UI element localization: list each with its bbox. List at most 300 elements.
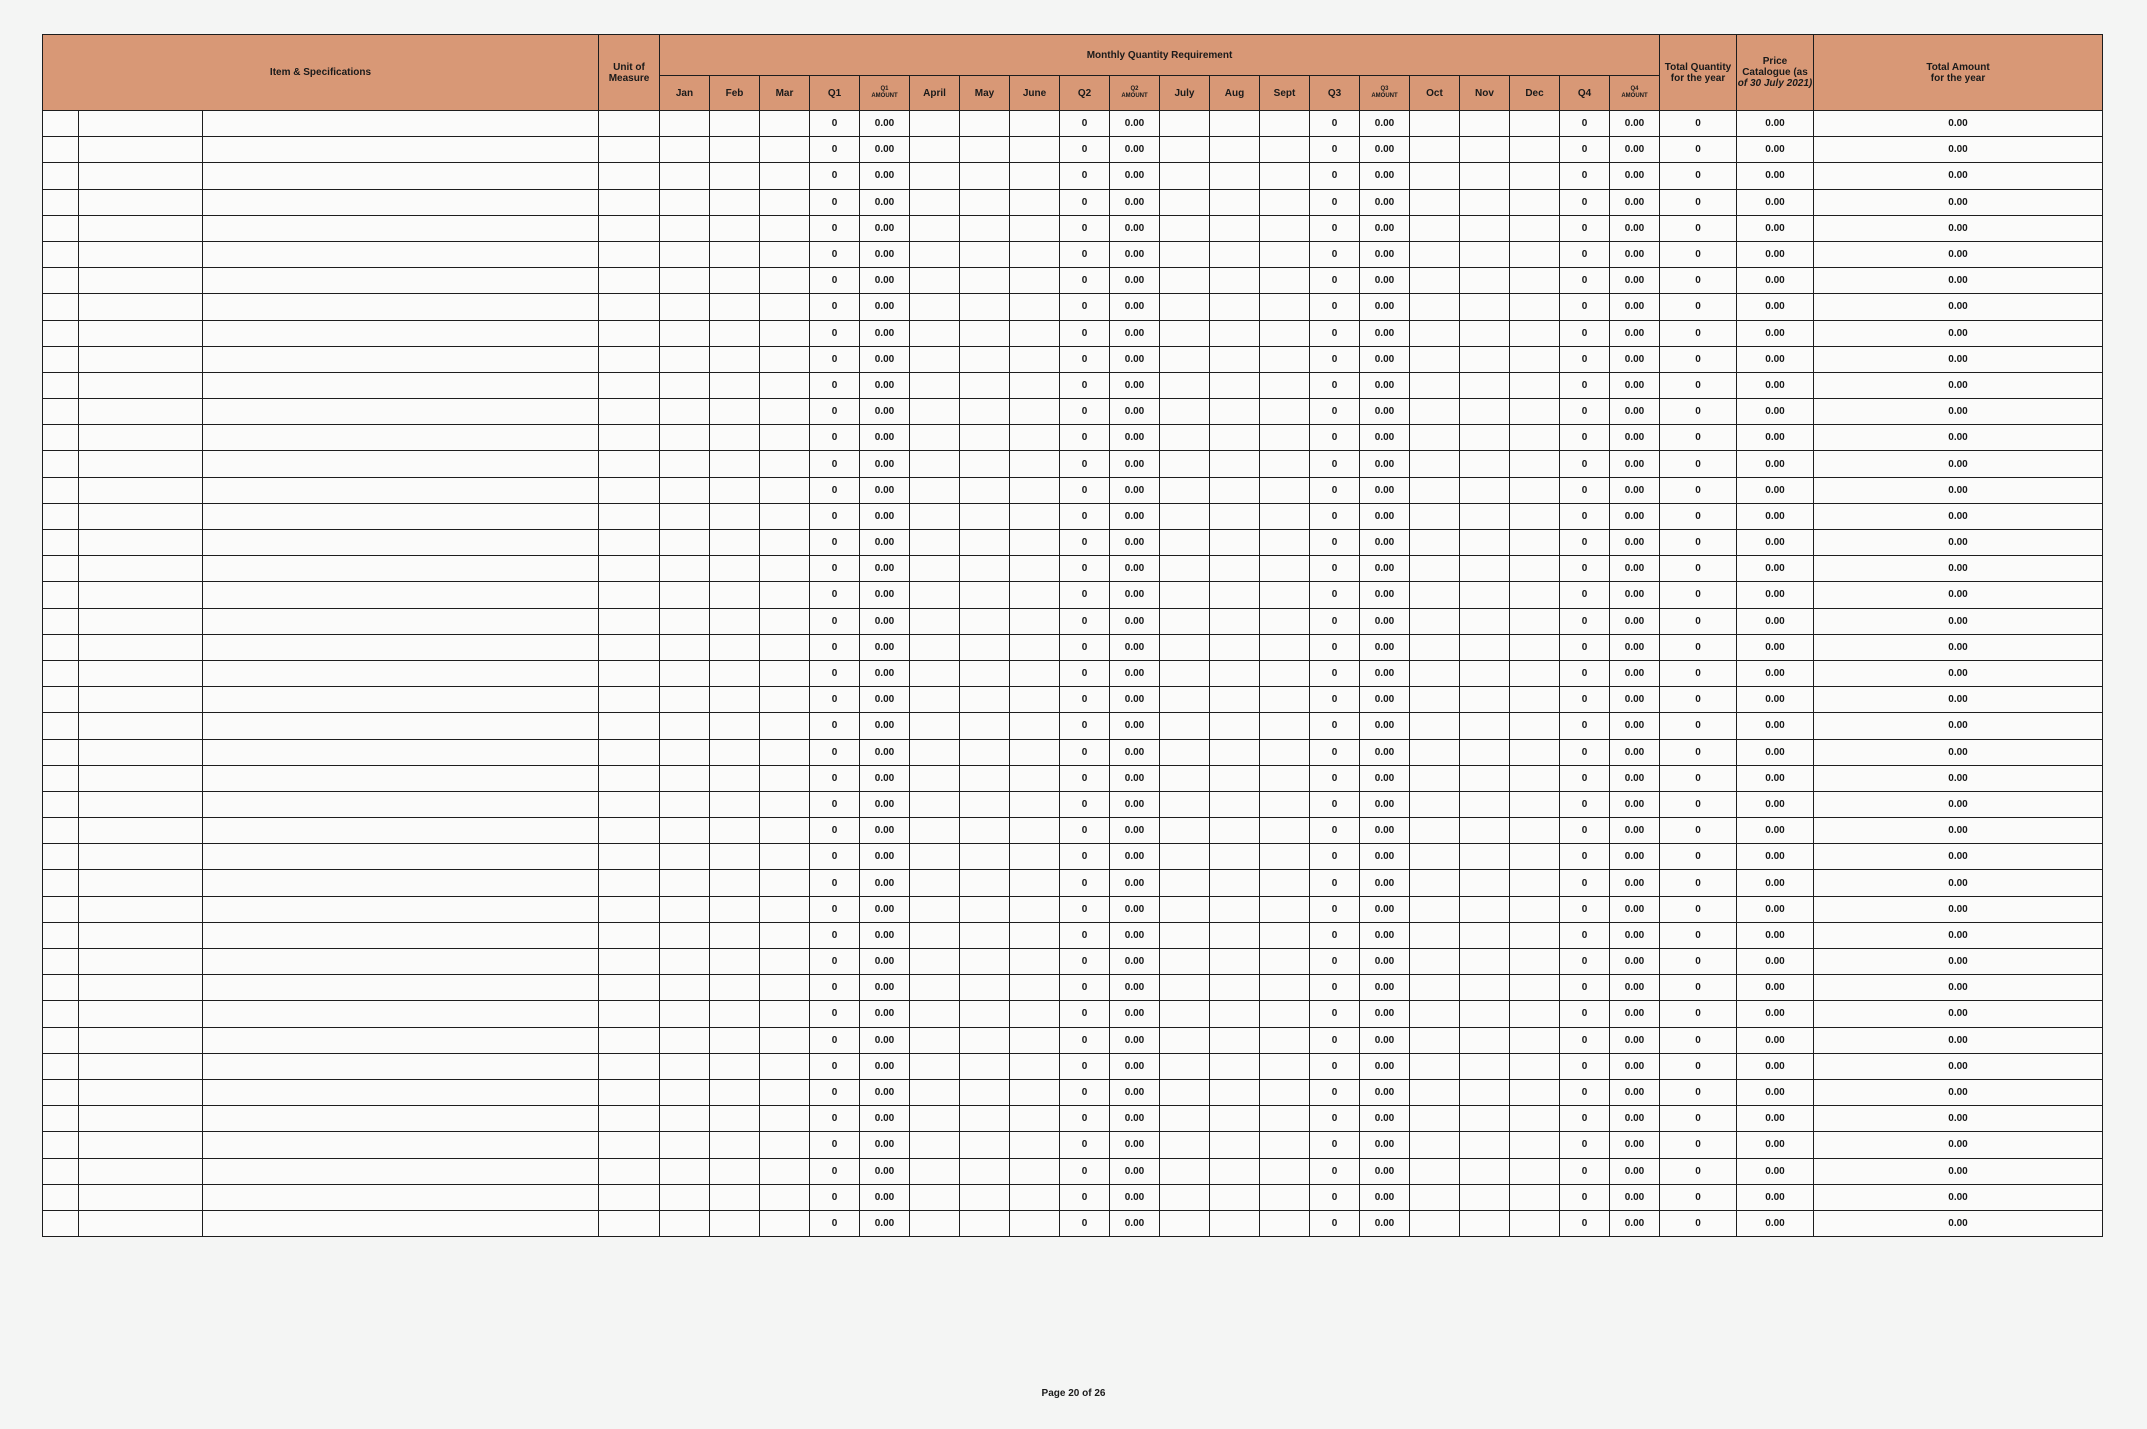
num-cell[interactable]	[43, 896, 79, 922]
jan-cell[interactable]	[660, 1106, 710, 1132]
q4-amount-cell[interactable]: 0.00	[1610, 1158, 1660, 1184]
jul-cell[interactable]	[1160, 163, 1210, 189]
q2-amount-cell[interactable]: 0.00	[1110, 713, 1160, 739]
may-cell[interactable]	[960, 582, 1010, 608]
jan-cell[interactable]	[660, 1158, 710, 1184]
oct-cell[interactable]	[1410, 451, 1460, 477]
sep-cell[interactable]	[1260, 556, 1310, 582]
dec-cell[interactable]	[1510, 268, 1560, 294]
spec-cell[interactable]	[203, 399, 599, 425]
nov-cell[interactable]	[1460, 241, 1510, 267]
nov-cell[interactable]	[1460, 294, 1510, 320]
jul-cell[interactable]	[1160, 137, 1210, 163]
spec-cell[interactable]	[203, 1027, 599, 1053]
feb-cell[interactable]	[710, 477, 760, 503]
oct-cell[interactable]	[1410, 1027, 1460, 1053]
q1-amount-cell[interactable]: 0.00	[860, 215, 910, 241]
dec-cell[interactable]	[1510, 1158, 1560, 1184]
total-qty-cell[interactable]: 0	[1660, 870, 1737, 896]
total-qty-cell[interactable]: 0	[1660, 739, 1737, 765]
jan-cell[interactable]	[660, 1210, 710, 1236]
aug-cell[interactable]	[1210, 1001, 1260, 1027]
oct-cell[interactable]	[1410, 399, 1460, 425]
q1-amount-cell[interactable]: 0.00	[860, 111, 910, 137]
q2-qty-cell[interactable]: 0	[1060, 530, 1110, 556]
num-cell[interactable]	[43, 1053, 79, 1079]
jan-cell[interactable]	[660, 1132, 710, 1158]
feb-cell[interactable]	[710, 1184, 760, 1210]
jan-cell[interactable]	[660, 399, 710, 425]
aug-cell[interactable]	[1210, 111, 1260, 137]
q3-amount-cell[interactable]: 0.00	[1360, 399, 1410, 425]
mar-cell[interactable]	[760, 1079, 810, 1105]
q4-amount-cell[interactable]: 0.00	[1610, 1184, 1660, 1210]
mar-cell[interactable]	[760, 975, 810, 1001]
sep-cell[interactable]	[1260, 372, 1310, 398]
q2-amount-cell[interactable]: 0.00	[1110, 1053, 1160, 1079]
q4-amount-cell[interactable]: 0.00	[1610, 870, 1660, 896]
num-cell[interactable]	[43, 477, 79, 503]
mar-cell[interactable]	[760, 268, 810, 294]
apr-cell[interactable]	[910, 791, 960, 817]
code-cell[interactable]	[79, 922, 203, 948]
nov-cell[interactable]	[1460, 739, 1510, 765]
q3-amount-cell[interactable]: 0.00	[1360, 582, 1410, 608]
mar-cell[interactable]	[760, 582, 810, 608]
oct-cell[interactable]	[1410, 372, 1460, 398]
price-cell[interactable]: 0.00	[1737, 791, 1814, 817]
feb-cell[interactable]	[710, 634, 760, 660]
q2-qty-cell[interactable]: 0	[1060, 189, 1110, 215]
feb-cell[interactable]	[710, 582, 760, 608]
mar-cell[interactable]	[760, 713, 810, 739]
num-cell[interactable]	[43, 241, 79, 267]
oct-cell[interactable]	[1410, 111, 1460, 137]
aug-cell[interactable]	[1210, 1027, 1260, 1053]
num-cell[interactable]	[43, 1106, 79, 1132]
total-qty-cell[interactable]: 0	[1660, 687, 1737, 713]
oct-cell[interactable]	[1410, 660, 1460, 686]
q3-qty-cell[interactable]: 0	[1310, 320, 1360, 346]
code-cell[interactable]	[79, 1158, 203, 1184]
may-cell[interactable]	[960, 1210, 1010, 1236]
price-cell[interactable]: 0.00	[1737, 399, 1814, 425]
total-amount-cell[interactable]: 0.00	[1814, 425, 2103, 451]
unit-cell[interactable]	[599, 1184, 660, 1210]
jan-cell[interactable]	[660, 137, 710, 163]
q2-qty-cell[interactable]: 0	[1060, 765, 1110, 791]
q1-qty-cell[interactable]: 0	[810, 844, 860, 870]
q4-amount-cell[interactable]: 0.00	[1610, 739, 1660, 765]
mar-cell[interactable]	[760, 137, 810, 163]
q4-qty-cell[interactable]: 0	[1560, 870, 1610, 896]
may-cell[interactable]	[960, 372, 1010, 398]
aug-cell[interactable]	[1210, 687, 1260, 713]
spec-cell[interactable]	[203, 818, 599, 844]
code-cell[interactable]	[79, 451, 203, 477]
unit-cell[interactable]	[599, 634, 660, 660]
code-cell[interactable]	[79, 687, 203, 713]
q3-qty-cell[interactable]: 0	[1310, 582, 1360, 608]
q1-qty-cell[interactable]: 0	[810, 503, 860, 529]
oct-cell[interactable]	[1410, 137, 1460, 163]
spec-cell[interactable]	[203, 451, 599, 477]
sep-cell[interactable]	[1260, 399, 1310, 425]
spec-cell[interactable]	[203, 922, 599, 948]
mar-cell[interactable]	[760, 372, 810, 398]
q4-amount-cell[interactable]: 0.00	[1610, 660, 1660, 686]
nov-cell[interactable]	[1460, 1027, 1510, 1053]
total-amount-cell[interactable]: 0.00	[1814, 660, 2103, 686]
q2-amount-cell[interactable]: 0.00	[1110, 791, 1160, 817]
q3-qty-cell[interactable]: 0	[1310, 346, 1360, 372]
total-qty-cell[interactable]: 0	[1660, 791, 1737, 817]
jun-cell[interactable]	[1010, 1184, 1060, 1210]
q1-qty-cell[interactable]: 0	[810, 399, 860, 425]
sep-cell[interactable]	[1260, 975, 1310, 1001]
price-cell[interactable]: 0.00	[1737, 1079, 1814, 1105]
q3-qty-cell[interactable]: 0	[1310, 111, 1360, 137]
q3-amount-cell[interactable]: 0.00	[1360, 111, 1410, 137]
sep-cell[interactable]	[1260, 844, 1310, 870]
q4-qty-cell[interactable]: 0	[1560, 1079, 1610, 1105]
total-qty-cell[interactable]: 0	[1660, 1210, 1737, 1236]
jan-cell[interactable]	[660, 844, 710, 870]
jun-cell[interactable]	[1010, 975, 1060, 1001]
q3-qty-cell[interactable]: 0	[1310, 844, 1360, 870]
jul-cell[interactable]	[1160, 896, 1210, 922]
spec-cell[interactable]	[203, 765, 599, 791]
feb-cell[interactable]	[710, 1001, 760, 1027]
aug-cell[interactable]	[1210, 949, 1260, 975]
mar-cell[interactable]	[760, 346, 810, 372]
price-cell[interactable]: 0.00	[1737, 660, 1814, 686]
price-cell[interactable]: 0.00	[1737, 896, 1814, 922]
price-cell[interactable]: 0.00	[1737, 975, 1814, 1001]
oct-cell[interactable]	[1410, 634, 1460, 660]
q4-qty-cell[interactable]: 0	[1560, 346, 1610, 372]
q1-amount-cell[interactable]: 0.00	[860, 660, 910, 686]
q3-qty-cell[interactable]: 0	[1310, 922, 1360, 948]
q1-qty-cell[interactable]: 0	[810, 477, 860, 503]
price-cell[interactable]: 0.00	[1737, 530, 1814, 556]
code-cell[interactable]	[79, 870, 203, 896]
dec-cell[interactable]	[1510, 922, 1560, 948]
feb-cell[interactable]	[710, 137, 760, 163]
may-cell[interactable]	[960, 503, 1010, 529]
q2-qty-cell[interactable]: 0	[1060, 1184, 1110, 1210]
jun-cell[interactable]	[1010, 1079, 1060, 1105]
dec-cell[interactable]	[1510, 634, 1560, 660]
sep-cell[interactable]	[1260, 949, 1310, 975]
oct-cell[interactable]	[1410, 189, 1460, 215]
total-qty-cell[interactable]: 0	[1660, 530, 1737, 556]
q1-amount-cell[interactable]: 0.00	[860, 189, 910, 215]
q2-qty-cell[interactable]: 0	[1060, 215, 1110, 241]
jul-cell[interactable]	[1160, 477, 1210, 503]
total-amount-cell[interactable]: 0.00	[1814, 503, 2103, 529]
may-cell[interactable]	[960, 1001, 1010, 1027]
q2-amount-cell[interactable]: 0.00	[1110, 425, 1160, 451]
q4-qty-cell[interactable]: 0	[1560, 372, 1610, 398]
mar-cell[interactable]	[760, 451, 810, 477]
total-amount-cell[interactable]: 0.00	[1814, 713, 2103, 739]
num-cell[interactable]	[43, 975, 79, 1001]
total-amount-cell[interactable]: 0.00	[1814, 372, 2103, 398]
q2-amount-cell[interactable]: 0.00	[1110, 294, 1160, 320]
price-cell[interactable]: 0.00	[1737, 1132, 1814, 1158]
nov-cell[interactable]	[1460, 1001, 1510, 1027]
feb-cell[interactable]	[710, 372, 760, 398]
sep-cell[interactable]	[1260, 791, 1310, 817]
num-cell[interactable]	[43, 399, 79, 425]
total-amount-cell[interactable]: 0.00	[1814, 399, 2103, 425]
q4-amount-cell[interactable]: 0.00	[1610, 687, 1660, 713]
q2-qty-cell[interactable]: 0	[1060, 163, 1110, 189]
dec-cell[interactable]	[1510, 399, 1560, 425]
jul-cell[interactable]	[1160, 1184, 1210, 1210]
q1-amount-cell[interactable]: 0.00	[860, 1210, 910, 1236]
jun-cell[interactable]	[1010, 739, 1060, 765]
q3-amount-cell[interactable]: 0.00	[1360, 634, 1410, 660]
spec-cell[interactable]	[203, 1079, 599, 1105]
num-cell[interactable]	[43, 111, 79, 137]
may-cell[interactable]	[960, 765, 1010, 791]
q1-amount-cell[interactable]: 0.00	[860, 791, 910, 817]
unit-cell[interactable]	[599, 346, 660, 372]
mar-cell[interactable]	[760, 949, 810, 975]
q3-qty-cell[interactable]: 0	[1310, 739, 1360, 765]
q2-amount-cell[interactable]: 0.00	[1110, 582, 1160, 608]
oct-cell[interactable]	[1410, 477, 1460, 503]
jul-cell[interactable]	[1160, 1001, 1210, 1027]
aug-cell[interactable]	[1210, 320, 1260, 346]
jan-cell[interactable]	[660, 556, 710, 582]
apr-cell[interactable]	[910, 241, 960, 267]
feb-cell[interactable]	[710, 268, 760, 294]
unit-cell[interactable]	[599, 922, 660, 948]
nov-cell[interactable]	[1460, 818, 1510, 844]
oct-cell[interactable]	[1410, 1079, 1460, 1105]
mar-cell[interactable]	[760, 818, 810, 844]
jul-cell[interactable]	[1160, 949, 1210, 975]
q4-qty-cell[interactable]: 0	[1560, 739, 1610, 765]
dec-cell[interactable]	[1510, 137, 1560, 163]
code-cell[interactable]	[79, 1184, 203, 1210]
q3-qty-cell[interactable]: 0	[1310, 791, 1360, 817]
feb-cell[interactable]	[710, 294, 760, 320]
total-amount-cell[interactable]: 0.00	[1814, 215, 2103, 241]
aug-cell[interactable]	[1210, 451, 1260, 477]
jun-cell[interactable]	[1010, 791, 1060, 817]
oct-cell[interactable]	[1410, 1053, 1460, 1079]
q2-amount-cell[interactable]: 0.00	[1110, 1106, 1160, 1132]
total-qty-cell[interactable]: 0	[1660, 896, 1737, 922]
unit-cell[interactable]	[599, 530, 660, 556]
dec-cell[interactable]	[1510, 1184, 1560, 1210]
may-cell[interactable]	[960, 1184, 1010, 1210]
sep-cell[interactable]	[1260, 137, 1310, 163]
may-cell[interactable]	[960, 137, 1010, 163]
q4-qty-cell[interactable]: 0	[1560, 1184, 1610, 1210]
nov-cell[interactable]	[1460, 975, 1510, 1001]
dec-cell[interactable]	[1510, 660, 1560, 686]
num-cell[interactable]	[43, 268, 79, 294]
nov-cell[interactable]	[1460, 556, 1510, 582]
unit-cell[interactable]	[599, 844, 660, 870]
total-amount-cell[interactable]: 0.00	[1814, 530, 2103, 556]
jun-cell[interactable]	[1010, 451, 1060, 477]
q4-qty-cell[interactable]: 0	[1560, 922, 1610, 948]
jul-cell[interactable]	[1160, 1079, 1210, 1105]
jan-cell[interactable]	[660, 922, 710, 948]
q3-qty-cell[interactable]: 0	[1310, 687, 1360, 713]
mar-cell[interactable]	[760, 425, 810, 451]
q3-qty-cell[interactable]: 0	[1310, 372, 1360, 398]
q1-amount-cell[interactable]: 0.00	[860, 451, 910, 477]
mar-cell[interactable]	[760, 660, 810, 686]
jun-cell[interactable]	[1010, 1053, 1060, 1079]
q3-qty-cell[interactable]: 0	[1310, 896, 1360, 922]
q2-amount-cell[interactable]: 0.00	[1110, 530, 1160, 556]
num-cell[interactable]	[43, 687, 79, 713]
feb-cell[interactable]	[710, 791, 760, 817]
feb-cell[interactable]	[710, 608, 760, 634]
q3-qty-cell[interactable]: 0	[1310, 215, 1360, 241]
dec-cell[interactable]	[1510, 739, 1560, 765]
oct-cell[interactable]	[1410, 765, 1460, 791]
unit-cell[interactable]	[599, 687, 660, 713]
q4-qty-cell[interactable]: 0	[1560, 1106, 1610, 1132]
oct-cell[interactable]	[1410, 818, 1460, 844]
q2-qty-cell[interactable]: 0	[1060, 687, 1110, 713]
oct-cell[interactable]	[1410, 739, 1460, 765]
jan-cell[interactable]	[660, 1001, 710, 1027]
q3-amount-cell[interactable]: 0.00	[1360, 268, 1410, 294]
oct-cell[interactable]	[1410, 1158, 1460, 1184]
dec-cell[interactable]	[1510, 1210, 1560, 1236]
jan-cell[interactable]	[660, 163, 710, 189]
sep-cell[interactable]	[1260, 503, 1310, 529]
q4-qty-cell[interactable]: 0	[1560, 215, 1610, 241]
mar-cell[interactable]	[760, 163, 810, 189]
oct-cell[interactable]	[1410, 241, 1460, 267]
spec-cell[interactable]	[203, 844, 599, 870]
may-cell[interactable]	[960, 294, 1010, 320]
sep-cell[interactable]	[1260, 1079, 1310, 1105]
unit-cell[interactable]	[599, 949, 660, 975]
total-amount-cell[interactable]: 0.00	[1814, 1027, 2103, 1053]
unit-cell[interactable]	[599, 660, 660, 686]
may-cell[interactable]	[960, 791, 1010, 817]
jul-cell[interactable]	[1160, 1027, 1210, 1053]
q4-qty-cell[interactable]: 0	[1560, 503, 1610, 529]
num-cell[interactable]	[43, 1001, 79, 1027]
q2-amount-cell[interactable]: 0.00	[1110, 137, 1160, 163]
jul-cell[interactable]	[1160, 608, 1210, 634]
q2-qty-cell[interactable]: 0	[1060, 975, 1110, 1001]
spec-cell[interactable]	[203, 163, 599, 189]
mar-cell[interactable]	[760, 634, 810, 660]
mar-cell[interactable]	[760, 896, 810, 922]
feb-cell[interactable]	[710, 922, 760, 948]
unit-cell[interactable]	[599, 791, 660, 817]
q4-qty-cell[interactable]: 0	[1560, 896, 1610, 922]
q1-amount-cell[interactable]: 0.00	[860, 844, 910, 870]
price-cell[interactable]: 0.00	[1737, 1106, 1814, 1132]
unit-cell[interactable]	[599, 818, 660, 844]
q1-amount-cell[interactable]: 0.00	[860, 372, 910, 398]
q4-amount-cell[interactable]: 0.00	[1610, 111, 1660, 137]
price-cell[interactable]: 0.00	[1737, 137, 1814, 163]
nov-cell[interactable]	[1460, 634, 1510, 660]
sep-cell[interactable]	[1260, 346, 1310, 372]
q1-qty-cell[interactable]: 0	[810, 1106, 860, 1132]
apr-cell[interactable]	[910, 818, 960, 844]
price-cell[interactable]: 0.00	[1737, 163, 1814, 189]
q1-amount-cell[interactable]: 0.00	[860, 399, 910, 425]
q4-amount-cell[interactable]: 0.00	[1610, 1106, 1660, 1132]
feb-cell[interactable]	[710, 739, 760, 765]
mar-cell[interactable]	[760, 1210, 810, 1236]
q3-amount-cell[interactable]: 0.00	[1360, 1053, 1410, 1079]
q1-amount-cell[interactable]: 0.00	[860, 294, 910, 320]
may-cell[interactable]	[960, 241, 1010, 267]
aug-cell[interactable]	[1210, 530, 1260, 556]
nov-cell[interactable]	[1460, 530, 1510, 556]
unit-cell[interactable]	[599, 399, 660, 425]
spec-cell[interactable]	[203, 530, 599, 556]
q3-amount-cell[interactable]: 0.00	[1360, 1001, 1410, 1027]
q2-qty-cell[interactable]: 0	[1060, 1053, 1110, 1079]
q2-amount-cell[interactable]: 0.00	[1110, 320, 1160, 346]
spec-cell[interactable]	[203, 372, 599, 398]
num-cell[interactable]	[43, 346, 79, 372]
nov-cell[interactable]	[1460, 215, 1510, 241]
apr-cell[interactable]	[910, 556, 960, 582]
apr-cell[interactable]	[910, 530, 960, 556]
jan-cell[interactable]	[660, 608, 710, 634]
nov-cell[interactable]	[1460, 425, 1510, 451]
jan-cell[interactable]	[660, 503, 710, 529]
nov-cell[interactable]	[1460, 687, 1510, 713]
jan-cell[interactable]	[660, 294, 710, 320]
total-qty-cell[interactable]: 0	[1660, 765, 1737, 791]
jul-cell[interactable]	[1160, 530, 1210, 556]
nov-cell[interactable]	[1460, 477, 1510, 503]
oct-cell[interactable]	[1410, 320, 1460, 346]
q4-amount-cell[interactable]: 0.00	[1610, 896, 1660, 922]
total-amount-cell[interactable]: 0.00	[1814, 1132, 2103, 1158]
code-cell[interactable]	[79, 477, 203, 503]
jan-cell[interactable]	[660, 582, 710, 608]
feb-cell[interactable]	[710, 660, 760, 686]
num-cell[interactable]	[43, 634, 79, 660]
jan-cell[interactable]	[660, 818, 710, 844]
jan-cell[interactable]	[660, 896, 710, 922]
q3-amount-cell[interactable]: 0.00	[1360, 896, 1410, 922]
oct-cell[interactable]	[1410, 870, 1460, 896]
total-qty-cell[interactable]: 0	[1660, 1001, 1737, 1027]
nov-cell[interactable]	[1460, 163, 1510, 189]
spec-cell[interactable]	[203, 870, 599, 896]
jul-cell[interactable]	[1160, 1210, 1210, 1236]
q3-amount-cell[interactable]: 0.00	[1360, 320, 1410, 346]
num-cell[interactable]	[43, 137, 79, 163]
unit-cell[interactable]	[599, 137, 660, 163]
q1-qty-cell[interactable]: 0	[810, 1210, 860, 1236]
q1-qty-cell[interactable]: 0	[810, 608, 860, 634]
